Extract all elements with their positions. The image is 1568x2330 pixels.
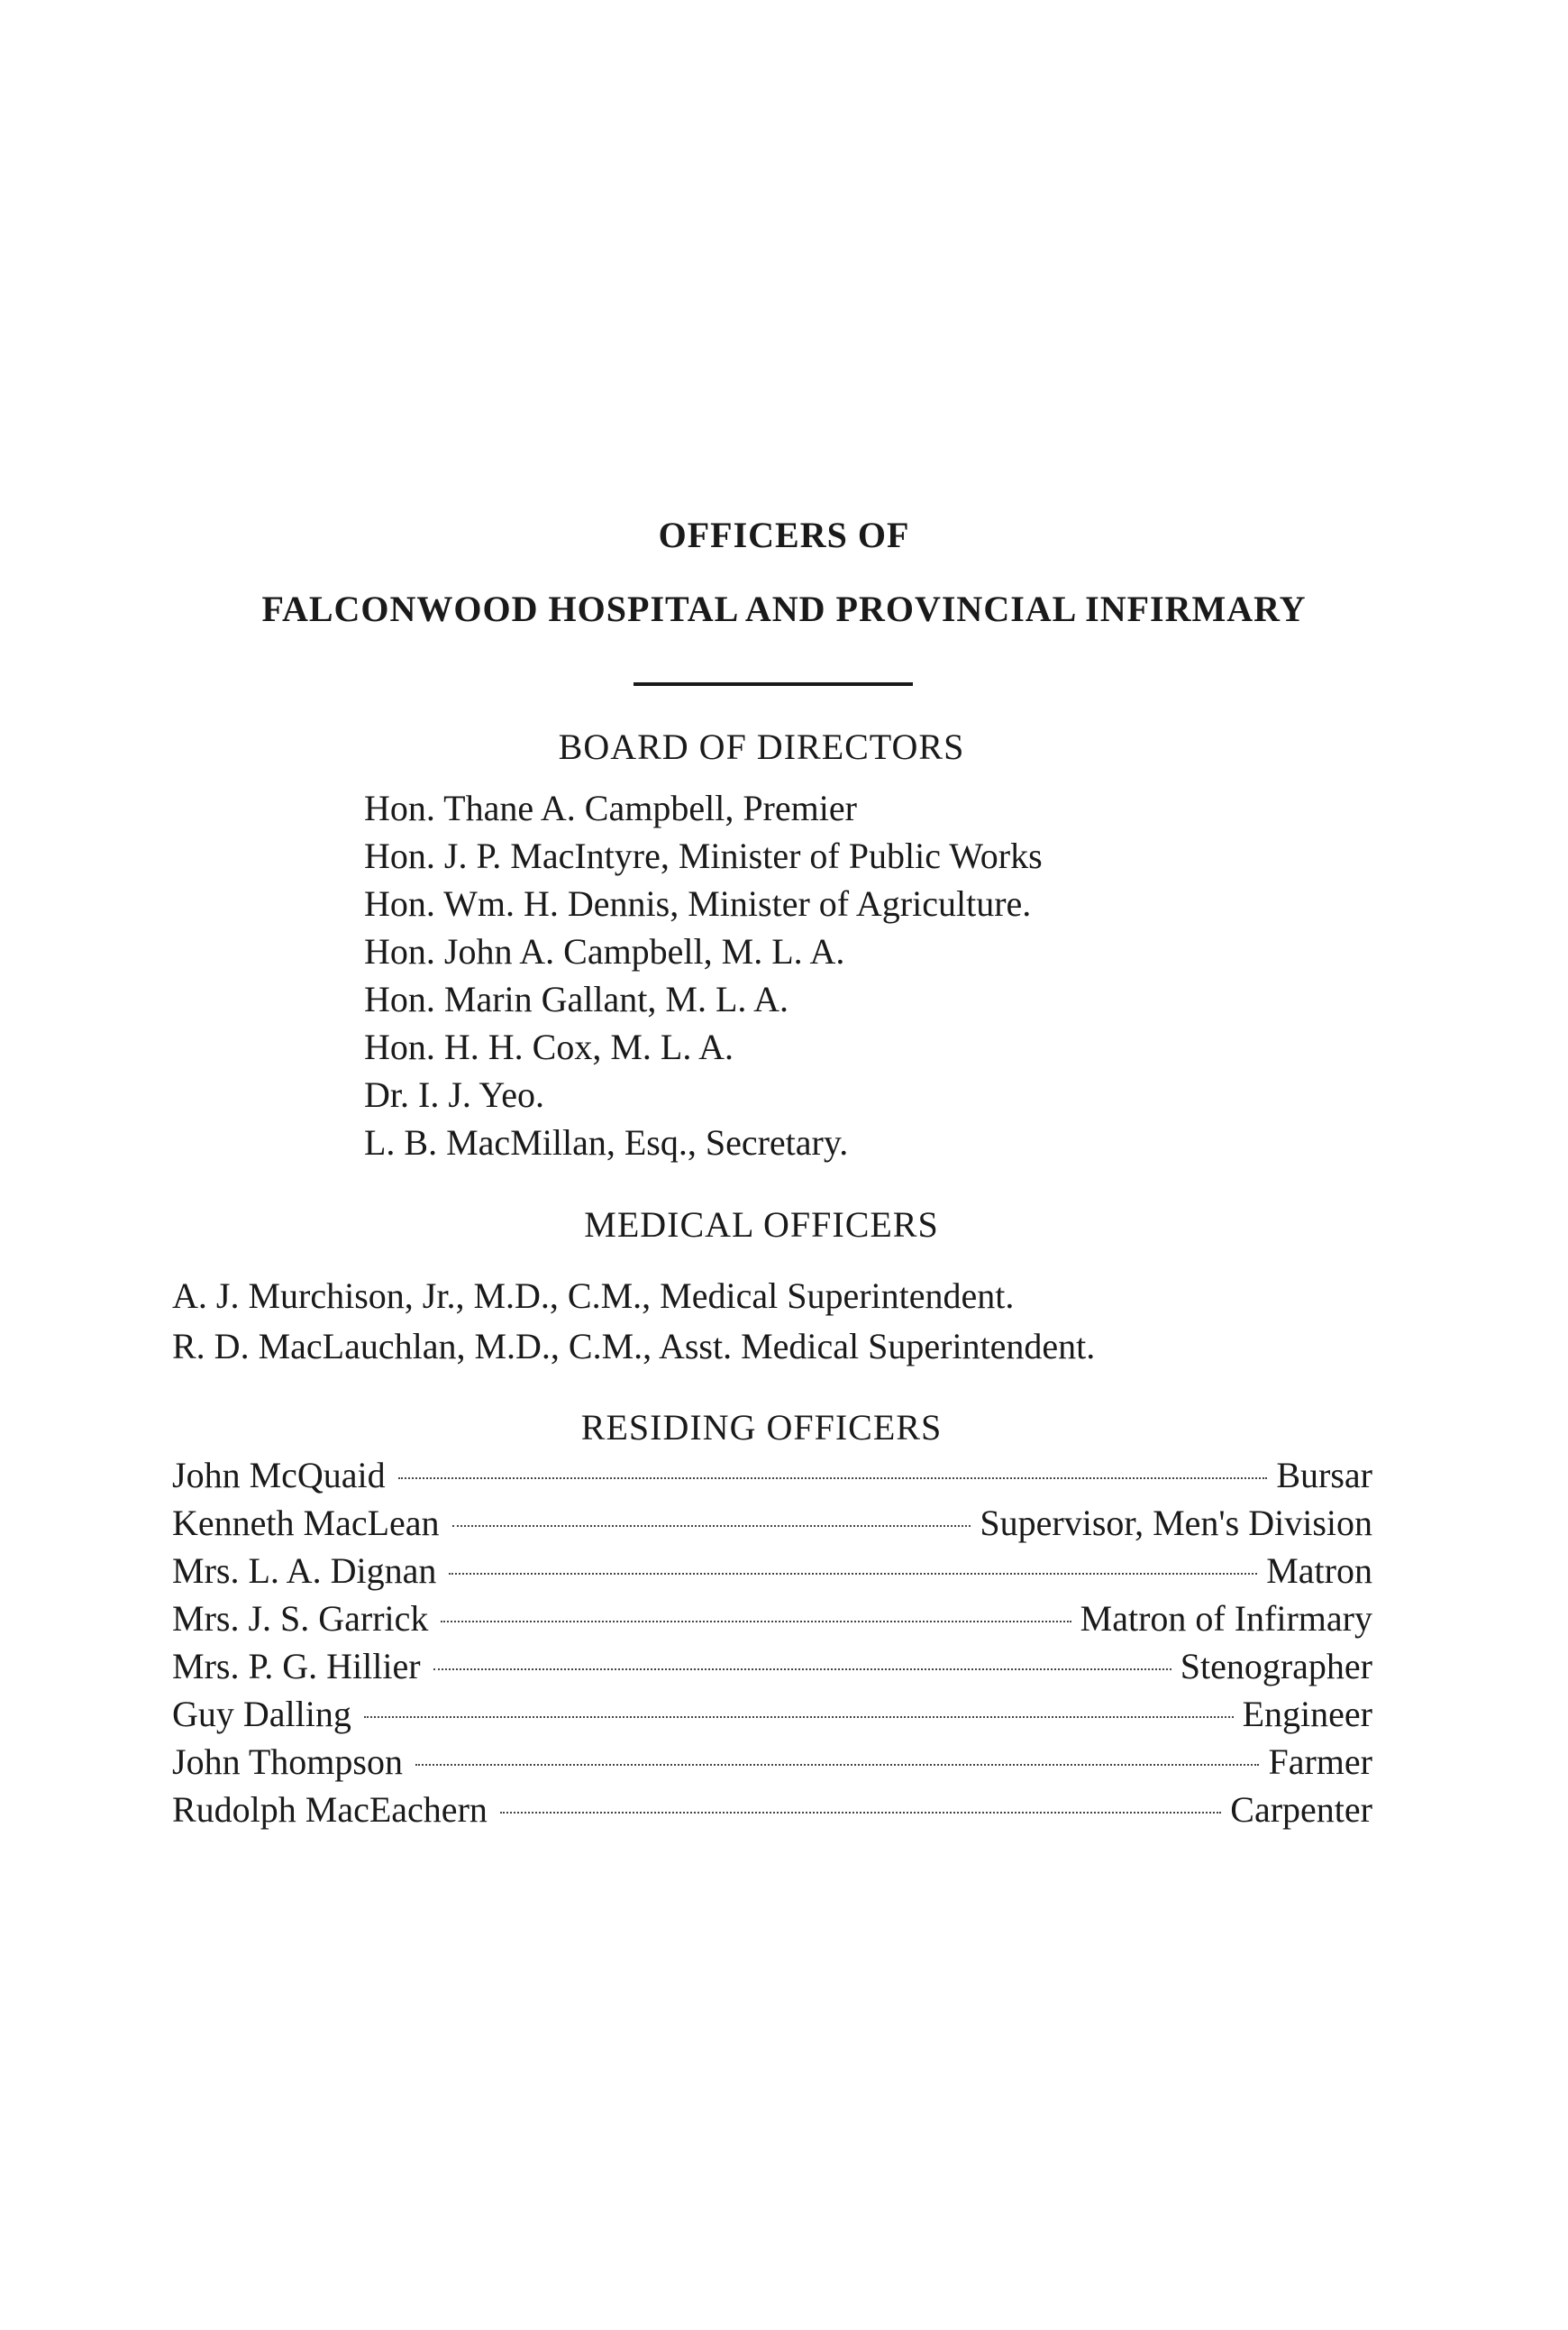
residing-officer-row	[172, 1594, 1372, 1642]
dot-leader	[415, 1764, 1260, 1766]
board-member: L. B. MacMillan, Esq., Secretary.	[364, 1122, 849, 1163]
dot-leader	[452, 1525, 971, 1527]
medical-officer: A. J. Murchison, Jr., M.D., C.M., Medical Superintendent.	[172, 1275, 1015, 1316]
officer-name: Kenneth MacLean	[172, 1503, 440, 1543]
residing-officer-row	[172, 1642, 1372, 1690]
officer-name: Mrs. J. S. Garrick	[172, 1598, 429, 1639]
board-section-title: BOARD OF DIRECTORS	[558, 726, 965, 767]
board-member: Hon. John A. Campbell, M. L. A.	[364, 931, 845, 972]
heading-officers-of: OFFICERS OF	[658, 515, 910, 555]
officer-position: Supervisor, Men's Division	[980, 1503, 1372, 1543]
heading-institution-name: FALCONWOOD HOSPITAL AND PROVINCIAL INFIRMARY	[261, 589, 1307, 629]
officer-position: Bursar	[1276, 1455, 1372, 1495]
board-member: Hon. Marin Gallant, M. L. A.	[364, 979, 789, 1019]
residing-officer-row	[172, 1451, 1372, 1499]
residing-officer-row	[172, 1786, 1372, 1833]
board-member: Hon. J. P. MacIntyre, Minister of Public Works	[364, 836, 1043, 876]
dot-leader	[398, 1477, 1268, 1479]
dot-leader	[364, 1716, 1234, 1718]
medical-officer-list	[172, 1271, 1095, 1372]
board-member: Hon. Wm. H. Dennis, Minister of Agriculture.	[364, 883, 1032, 924]
medical-officer: R. D. MacLauchlan, M.D., C.M., Asst. Medical Superintendent.	[172, 1326, 1096, 1366]
officer-position: Matron of Infirmary	[1080, 1598, 1372, 1639]
residing-officer-row	[172, 1499, 1372, 1547]
board-member-list	[364, 784, 1043, 1166]
officer-name: Mrs. L. A. Dignan	[172, 1550, 437, 1591]
dot-leader	[500, 1812, 1221, 1814]
residing-officer-list	[172, 1451, 1372, 1833]
dot-leader	[441, 1621, 1071, 1622]
divider-rule	[634, 682, 913, 686]
residing-officer-row	[172, 1690, 1372, 1738]
board-member: Dr. I. J. Yeo.	[364, 1074, 545, 1115]
officer-name: Guy Dalling	[172, 1694, 351, 1734]
medical-section-title: MEDICAL OFFICERS	[584, 1204, 939, 1245]
dot-leader	[433, 1668, 1171, 1670]
dot-leader	[449, 1573, 1257, 1575]
officer-name: John Thompson	[172, 1741, 403, 1782]
residing-officer-row	[172, 1547, 1372, 1594]
officer-position: Matron	[1266, 1550, 1372, 1591]
officer-position: Engineer	[1242, 1694, 1372, 1734]
residing-section-title: RESIDING OFFICERS	[580, 1407, 943, 1448]
officer-position: Farmer	[1268, 1741, 1372, 1782]
officer-name: Rudolph MacEachern	[172, 1789, 488, 1830]
officer-position: Carpenter	[1230, 1789, 1372, 1830]
officer-name: Mrs. P. G. Hillier	[172, 1646, 421, 1686]
board-member: Hon. Thane A. Campbell, Premier	[364, 788, 857, 828]
board-member: Hon. H. H. Cox, M. L. A.	[364, 1027, 734, 1067]
officer-position: Stenographer	[1180, 1646, 1372, 1686]
residing-officer-row	[172, 1738, 1372, 1786]
officer-name: John McQuaid	[172, 1455, 386, 1495]
